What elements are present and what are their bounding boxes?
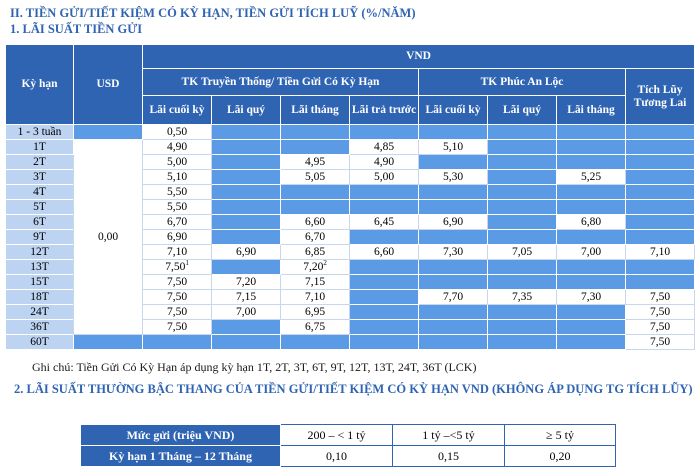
- rate-cell: [281, 155, 350, 170]
- empty-cell: [350, 335, 419, 350]
- empty-cell: [212, 170, 281, 185]
- col-header: Lãi tháng: [557, 96, 626, 125]
- empty-cell: [419, 275, 488, 290]
- rate-value: 6,60: [304, 216, 326, 228]
- rate-value: 6,95: [304, 306, 326, 318]
- empty-cell: [557, 305, 626, 320]
- rate-value: 7,50: [649, 321, 671, 333]
- empty-cell: [488, 125, 557, 140]
- rate-cell: [350, 140, 419, 155]
- rate-value: 7,50: [649, 291, 671, 303]
- empty-cell: [626, 200, 695, 215]
- rate-value: 7,10: [166, 246, 188, 258]
- empty-cell: [488, 260, 557, 275]
- header-ky-han: Kỳ hạn: [6, 45, 74, 125]
- rate-cell: [143, 230, 212, 245]
- tier-row-label: Kỳ hạn 1 Tháng – 12 Tháng: [81, 446, 281, 467]
- empty-cell: [488, 215, 557, 230]
- rate-cell: [143, 275, 212, 290]
- rate-value: 7,50: [649, 306, 671, 318]
- tiered-rates-title: 2. LÃI SUẤT THƯỜNG BẬC THANG CỦA TIỀN GỬI/TIẾT KIỆM CÓ KỲ HẠN VND (KHÔNG ÁP DỤNG TG TÍCH LŨY): [14, 382, 693, 396]
- rate-value: 7,35: [511, 291, 533, 303]
- rate-cell: [143, 155, 212, 170]
- empty-cell: [281, 335, 350, 350]
- empty-cell: [557, 185, 626, 200]
- rate-value: 6,90: [235, 246, 257, 258]
- empty-cell: [212, 200, 281, 215]
- empty-cell: [557, 125, 626, 140]
- rate-cell: [143, 320, 212, 335]
- footnote-marker: 2: [323, 259, 327, 268]
- empty-cell: [419, 335, 488, 350]
- empty-cell: [350, 290, 419, 305]
- empty-cell: [488, 305, 557, 320]
- col-header: Lãi quý: [212, 96, 281, 125]
- rate-value: 7,05: [511, 246, 533, 258]
- rate-value: 7,15: [235, 291, 257, 303]
- rate-value: 5,00: [373, 171, 395, 183]
- rate-value: 5,50: [166, 201, 188, 213]
- rate-cell: [212, 275, 281, 290]
- rate-value: 6,60: [373, 246, 395, 258]
- col-header: Lãi cuối kỳ: [419, 96, 488, 125]
- col-header: Lãi tháng: [281, 96, 350, 125]
- term-label: 24T: [6, 305, 74, 320]
- rate-value: 7,50: [165, 261, 186, 273]
- rate-cell: [557, 290, 626, 305]
- header-vnd: VND: [143, 45, 695, 69]
- rate-cell: [281, 275, 350, 290]
- empty-cell: [557, 230, 626, 245]
- rate-value: 7,10: [649, 246, 671, 258]
- rate-value: 7,20: [235, 276, 257, 288]
- empty-cell: [419, 125, 488, 140]
- term-label: 15T: [6, 275, 74, 290]
- rate-cell: [143, 125, 212, 140]
- rate-value: 7,50: [166, 306, 188, 318]
- term-label: 2T: [6, 155, 74, 170]
- term-label: 12T: [6, 245, 74, 260]
- rate-cell: [281, 305, 350, 320]
- empty-cell: [281, 140, 350, 155]
- term-label: 9T: [6, 230, 74, 245]
- empty-cell: [419, 305, 488, 320]
- rate-value: 7,15: [304, 276, 326, 288]
- empty-cell: [626, 260, 695, 275]
- rate-value: 5,50: [166, 186, 188, 198]
- rate-cell: [626, 245, 695, 260]
- empty-cell: [281, 185, 350, 200]
- empty-cell: [419, 320, 488, 335]
- header-usd: USD: [74, 45, 143, 125]
- rate-cell: [143, 260, 212, 275]
- empty-cell: [419, 185, 488, 200]
- tier-bracket: 200 – < 1 tỷ: [281, 425, 393, 446]
- empty-cell: [557, 320, 626, 335]
- rate-cell: [419, 215, 488, 230]
- empty-cell: [626, 140, 695, 155]
- term-label: 5T: [6, 200, 74, 215]
- rate-cell: [281, 215, 350, 230]
- term-label: 1T: [6, 140, 74, 155]
- rate-value: 0,50: [166, 126, 188, 138]
- col-header: Lãi quý: [488, 96, 557, 125]
- rate-value: 7,50: [166, 291, 188, 303]
- rate-cell: [626, 305, 695, 320]
- rate-cell: [143, 170, 212, 185]
- rate-value: 7,00: [235, 306, 257, 318]
- tier-value: 0,10: [281, 446, 393, 467]
- empty-cell: [212, 155, 281, 170]
- tier-bracket: 1 tỷ –<5 tỷ: [393, 425, 505, 446]
- empty-cell: [488, 335, 557, 350]
- empty-cell: [488, 155, 557, 170]
- empty-cell: [350, 125, 419, 140]
- rate-cell: [281, 260, 350, 275]
- empty-cell: [350, 320, 419, 335]
- empty-cell: [626, 155, 695, 170]
- rate-value: 5,10: [166, 171, 188, 183]
- rate-cell: [281, 245, 350, 260]
- rate-value: 7,50: [649, 336, 671, 348]
- empty-cell: [350, 230, 419, 245]
- rate-cell: [281, 320, 350, 335]
- empty-cell: [350, 260, 419, 275]
- rate-value: 6,80: [580, 216, 602, 228]
- rate-value: 7,50: [166, 321, 188, 333]
- empty-cell: [626, 215, 695, 230]
- rate-value: 6,85: [304, 246, 326, 258]
- rate-value: 7,10: [304, 291, 326, 303]
- empty-cell: [488, 140, 557, 155]
- rate-cell: [488, 290, 557, 305]
- rate-cell: [143, 185, 212, 200]
- rate-value: 7,50: [166, 276, 188, 288]
- empty-cell: [212, 215, 281, 230]
- empty-cell: [488, 320, 557, 335]
- rate-value: 5,00: [166, 156, 188, 168]
- empty-cell: [212, 320, 281, 335]
- empty-cell: [626, 170, 695, 185]
- empty-cell: [419, 260, 488, 275]
- usd-rate: 0,00: [74, 140, 143, 335]
- term-label: 60T: [6, 335, 74, 350]
- rate-cell: [419, 140, 488, 155]
- rate-cell: [419, 290, 488, 305]
- header-tich-luy-tuong-lai: Tích Lũy Tương Lai: [626, 69, 695, 125]
- empty-cell: [350, 305, 419, 320]
- rate-cell: [212, 305, 281, 320]
- empty-cell: [350, 275, 419, 290]
- rate-value: 7,20: [303, 261, 324, 273]
- term-label: 6T: [6, 215, 74, 230]
- rate-cell: [488, 245, 557, 260]
- rate-cell: [350, 155, 419, 170]
- rate-value: 6,70: [304, 231, 326, 243]
- rate-value: 4,85: [373, 141, 395, 153]
- rate-value: 7,30: [580, 291, 602, 303]
- rate-cell: [626, 335, 695, 350]
- empty-cell: [143, 335, 212, 350]
- empty-cell: [419, 200, 488, 215]
- rate-value: 6,45: [373, 216, 395, 228]
- empty-cell: [626, 275, 695, 290]
- term-label: 18T: [6, 290, 74, 305]
- rate-cell: [350, 215, 419, 230]
- rate-cell: [143, 215, 212, 230]
- empty-cell: [488, 185, 557, 200]
- rate-value: 6,90: [442, 216, 464, 228]
- rate-cell: [143, 140, 212, 155]
- rate-cell: [626, 320, 695, 335]
- empty-cell: [419, 230, 488, 245]
- rate-cell: [281, 170, 350, 185]
- col-header: Lãi trả trước: [350, 96, 419, 125]
- col-header: Lãi cuối kỳ: [143, 96, 212, 125]
- rate-value: 7,70: [442, 291, 464, 303]
- rate-cell: [626, 290, 695, 305]
- rate-value: 5,30: [442, 171, 464, 183]
- empty-cell: [488, 275, 557, 290]
- empty-cell: [350, 200, 419, 215]
- empty-cell: [281, 125, 350, 140]
- empty-cell: [557, 260, 626, 275]
- rate-cell: [350, 245, 419, 260]
- empty-cell: [626, 125, 695, 140]
- tiered-rates-table: [80, 424, 616, 467]
- empty-cell: [212, 125, 281, 140]
- rate-cell: [557, 245, 626, 260]
- empty-cell: [212, 230, 281, 245]
- rate-value: 4,95: [304, 156, 326, 168]
- rate-cell: [350, 170, 419, 185]
- empty-cell: [212, 140, 281, 155]
- empty-cell: [626, 230, 695, 245]
- section-title: II. TIỀN GỬI/TIẾT KIỆM CÓ KỲ HẠN, TIỀN GỬI TÍCH LUỸ (%/NĂM): [10, 6, 416, 20]
- rate-value: 7,00: [580, 246, 602, 258]
- empty-cell: [557, 140, 626, 155]
- rate-cell: [143, 290, 212, 305]
- rate-cell: [143, 305, 212, 320]
- rate-cell: [212, 245, 281, 260]
- empty-cell: [626, 185, 695, 200]
- empty-cell: [557, 155, 626, 170]
- term-label: 4T: [6, 185, 74, 200]
- empty-cell: [557, 275, 626, 290]
- rate-value: 7,30: [442, 246, 464, 258]
- header-tk-truyen-thong: TK Truyền Thống/ Tiền Gửi Có Kỳ Hạn: [143, 69, 419, 96]
- empty-cell: [488, 200, 557, 215]
- tier-value: 0,20: [505, 446, 616, 467]
- empty-cell: [212, 260, 281, 275]
- empty-cell: [557, 335, 626, 350]
- rate-cell: [143, 200, 212, 215]
- term-label: 3T: [6, 170, 74, 185]
- empty-cell: [212, 185, 281, 200]
- header-tk-phuc-an-loc: TK Phúc An Lộc: [419, 69, 626, 96]
- footnote-marker: 1: [185, 259, 189, 268]
- usd-cell: [74, 125, 143, 140]
- rate-cell: [557, 215, 626, 230]
- empty-cell: [419, 155, 488, 170]
- rate-cell: [419, 245, 488, 260]
- term-label: 1 - 3 tuần: [6, 125, 74, 140]
- deposit-rates-table: [5, 44, 695, 350]
- rate-value: 5,25: [580, 171, 602, 183]
- empty-cell: [488, 230, 557, 245]
- rate-cell: [281, 290, 350, 305]
- table-row: [6, 125, 695, 140]
- usd-cell: [74, 335, 143, 350]
- empty-cell: [350, 185, 419, 200]
- rate-cell: [143, 245, 212, 260]
- rate-cell: [419, 170, 488, 185]
- term-label: 13T: [6, 260, 74, 275]
- tier-bracket: ≥ 5 tỷ: [505, 425, 616, 446]
- rate-cell: [557, 170, 626, 185]
- rate-cell: [281, 230, 350, 245]
- tier-value: 0,15: [393, 446, 505, 467]
- table-row: [6, 140, 695, 155]
- table-row: [6, 335, 695, 350]
- empty-cell: [281, 200, 350, 215]
- tier-header-label: Mức gửi (triệu VND): [81, 425, 281, 446]
- rate-value: 6,90: [166, 231, 188, 243]
- rate-value: 6,75: [304, 321, 326, 333]
- term-label: 36T: [6, 320, 74, 335]
- empty-cell: [488, 170, 557, 185]
- rate-value: 5,10: [442, 141, 464, 153]
- empty-cell: [557, 200, 626, 215]
- rate-value: 5,05: [304, 171, 326, 183]
- footnote: Ghi chú: Tiền Gửi Có Kỳ Hạn áp dụng kỳ hạn 1T, 2T, 3T, 6T, 9T, 12T, 13T, 24T, 36T (LCK): [32, 360, 477, 374]
- rate-value: 4,90: [166, 141, 188, 153]
- empty-cell: [212, 335, 281, 350]
- rate-value: 6,70: [166, 216, 188, 228]
- deposit-rates-title: 1. LÃI SUẤT TIỀN GỬI: [10, 22, 143, 36]
- rate-value: 4,90: [373, 156, 395, 168]
- rate-cell: [212, 290, 281, 305]
